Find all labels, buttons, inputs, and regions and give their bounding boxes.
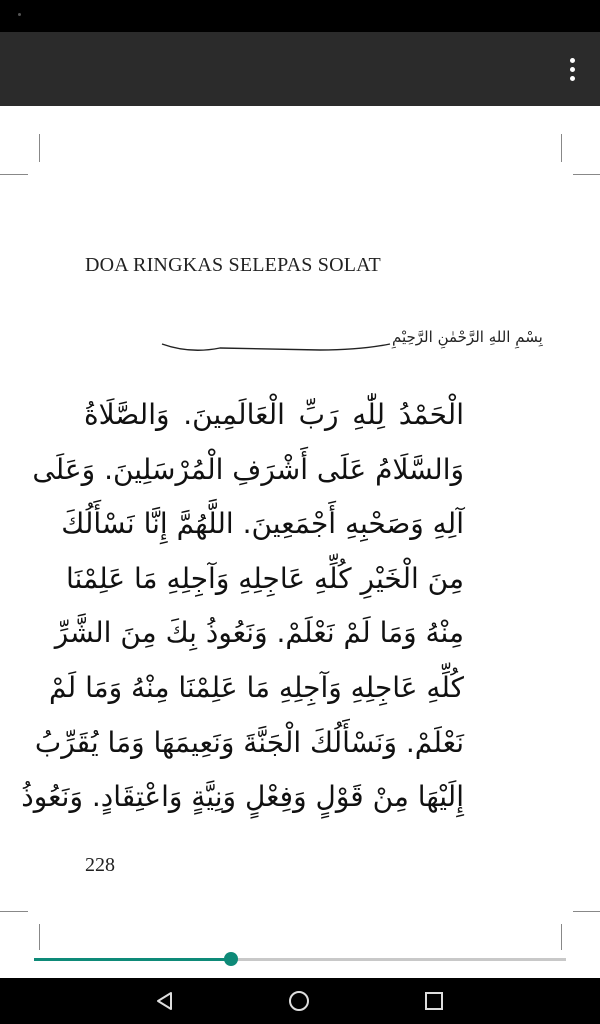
crop-mark (573, 174, 600, 175)
page-number: 228 (85, 854, 115, 876)
book-page[interactable] (0, 106, 600, 978)
arabic-line: آلِهِ وَصَحْبِهِ أَجْمَعِينَ. اللَّهُمَّ إِنَّا نَسْأَلُكَ (61, 507, 464, 541)
crop-mark (39, 924, 40, 950)
basmala-calligraphy (160, 314, 543, 360)
back-triangle-icon[interactable] (135, 978, 195, 1024)
crop-mark (561, 134, 562, 162)
progress-thumb[interactable] (224, 952, 238, 966)
reading-progress-slider[interactable] (34, 958, 566, 961)
svg-text:بِسْمِ اللهِ الرَّحْمٰنِ الرَّ: بِسْمِ اللهِ الرَّحْمٰنِ الرَّحِيْمِ (392, 328, 543, 346)
arabic-line: كُلِّهِ عَاجِلِهِ وَآجِلِهِ مَا عَلِمْنَا مِنْهُ وَمَا لَمْ (49, 670, 464, 704)
recents-square-icon[interactable] (404, 978, 464, 1024)
crop-mark (39, 134, 40, 162)
crop-mark (561, 924, 562, 950)
arabic-line: مِنْهُ وَمَا لَمْ نَعْلَمْ. وَنَعُوذُ بِكَ مِنَ الشَّرِّ (54, 616, 464, 650)
status-bar (0, 0, 600, 32)
arabic-line: نَعْلَمْ. وَنَسْأَلُكَ الْجَنَّةَ وَنَعِيمَهَا وَمَا يُقَرِّبُ (34, 725, 464, 759)
arabic-line: مِنَ الْخَيْرِ كُلِّهِ عَاجِلِهِ وَآجِلِهِ مَا عَلِمْنَا (65, 561, 464, 595)
arabic-line: إِلَيْهَا مِنْ قَوْلٍ وَفِعْلٍ وَنِيَّةٍ وَاعْتِقَادٍ. وَنَعُوذُ (21, 780, 464, 814)
more-vertical-icon[interactable] (558, 54, 586, 84)
crop-mark (573, 911, 600, 912)
page-title: DOA RINGKAS SELEPAS SOLAT (85, 254, 381, 276)
arabic-line: وَالسَّلَامُ عَلَى أَشْرَفِ الْمُرْسَلِينَ. وَعَلَى (32, 452, 464, 486)
navigation-bar (0, 978, 600, 1024)
progress-fill (34, 958, 231, 961)
crop-mark (0, 911, 28, 912)
notification-dot-icon (18, 13, 21, 16)
arabic-line: الْحَمْدُ لِلّٰهِ رَبِّ الْعَالَمِينَ. وَالصَّلَاةُ (84, 398, 464, 431)
app-bar (0, 32, 600, 106)
crop-mark (0, 174, 28, 175)
arabic-text (21, 388, 464, 825)
home-circle-icon[interactable] (269, 978, 329, 1024)
